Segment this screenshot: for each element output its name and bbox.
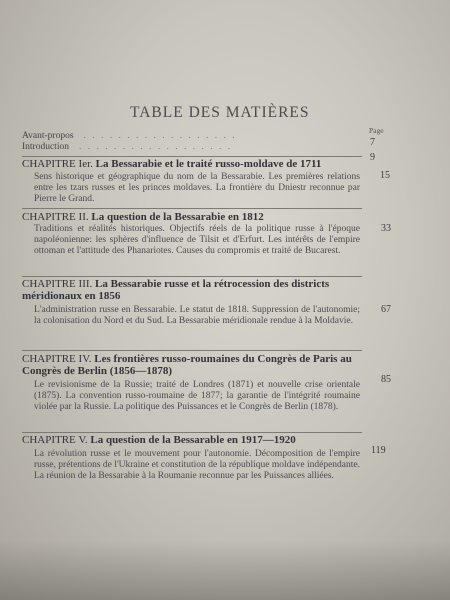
toc-page-number: 7 <box>370 137 375 148</box>
chapter-summary: La révolution russe et le mouvement pour l'autonomie. Décomposition de l'empire russe, prétentions de l'Ukraine et constitution de la république moldave indépendante. La réunion de la Bessarabie à la Roumanie reconnue par les Puissances alliées. <box>34 449 360 482</box>
leader-dots: . . . . . . . . . . . . . . . . . . <box>83 131 237 141</box>
divider <box>22 350 362 351</box>
chapter-heading <box>22 434 362 446</box>
divider <box>22 432 362 433</box>
chapter-label: CHAPITRE Ier. <box>22 158 93 170</box>
chapter-label: CHAPITRE V. <box>22 434 88 446</box>
toc-page-number: 9 <box>370 152 375 163</box>
chapter-summary: L'administration russe en Bessarabie. Le statut de 1818. Suppression de l'autonomie; la colonisation du Nord et du Sud. La Bessarabie méridionale rendue à la Moldavie. <box>34 305 360 327</box>
chapter-label: CHAPITRE IV. <box>22 353 92 365</box>
chapter-page-number: 67 <box>381 304 391 315</box>
divider <box>22 208 362 209</box>
chapter-label: CHAPITRE II. <box>22 211 89 223</box>
chapter-page-number: 33 <box>381 223 391 234</box>
chapter-page-number: 15 <box>380 170 390 181</box>
toc-entry-label: Introduction <box>22 142 69 152</box>
chapter-heading <box>22 211 362 223</box>
chapter-title: La question de la Bessarable en 1917—1920 <box>90 434 296 446</box>
chapter-summary: Le revisionisme de la Russie; traité de Londres (1871) et nouvelle crise orientale (1875). La convention russo-roumaine de 1877; la garantie de l'intégrité roumaine violée par la Russie. La politique des Puissances et le Congrès de Berlin (1878). <box>34 380 360 413</box>
page-shadow <box>0 540 450 600</box>
toc-entry-label: Avant-propos <box>22 131 74 141</box>
chapter-page-number: 85 <box>381 374 391 385</box>
toc-entry-avant-propos <box>22 131 237 141</box>
chapter-title: La question de la Bessarabie en 1812 <box>91 211 264 223</box>
chapter-page-number: 119 <box>371 445 386 456</box>
chapter-title: La Bessarabie russe et la rétrocession des districts méridionaux en 1856 <box>22 278 330 302</box>
chapter-title: Les frontières russo-roumaines du Congrès de Paris au Congrès de Berlin (1856—1878) <box>22 353 352 377</box>
chapter-title: La Bessarabie et le traité russo-moldave de 1711 <box>95 158 322 170</box>
divider <box>22 276 362 277</box>
toc-entry-introduction <box>22 142 232 152</box>
chapter-label: CHAPITRE III. <box>22 278 93 290</box>
divider <box>22 156 362 157</box>
page-title: TABLE DES MATIÈRES <box>130 104 310 121</box>
chapter-heading <box>22 353 362 377</box>
chapter-summary: Traditions et réalités historiques. Objectifs réels de la politique russe à l'époque napoléonienne: les sphères d'influence de Tilsit et d'Erfurt. Les intérêts de l'empire ottoman et l'attitude des Phanariotes. Causes du compromis et traité de Bucarest. <box>34 224 360 257</box>
page-column-header: Page <box>369 126 384 135</box>
chapter-heading <box>22 158 362 170</box>
chapter-heading <box>22 278 362 302</box>
chapter-summary: Sens historique et géographique du nom de la Bessarabie. Les premières relations entre les tzars russes et les princes moldaves. La frontière du Dniestr reconnue par Pierre le Grand. <box>34 172 360 205</box>
leader-dots: . . . . . . . . . . . . . . . . . . <box>78 142 233 152</box>
